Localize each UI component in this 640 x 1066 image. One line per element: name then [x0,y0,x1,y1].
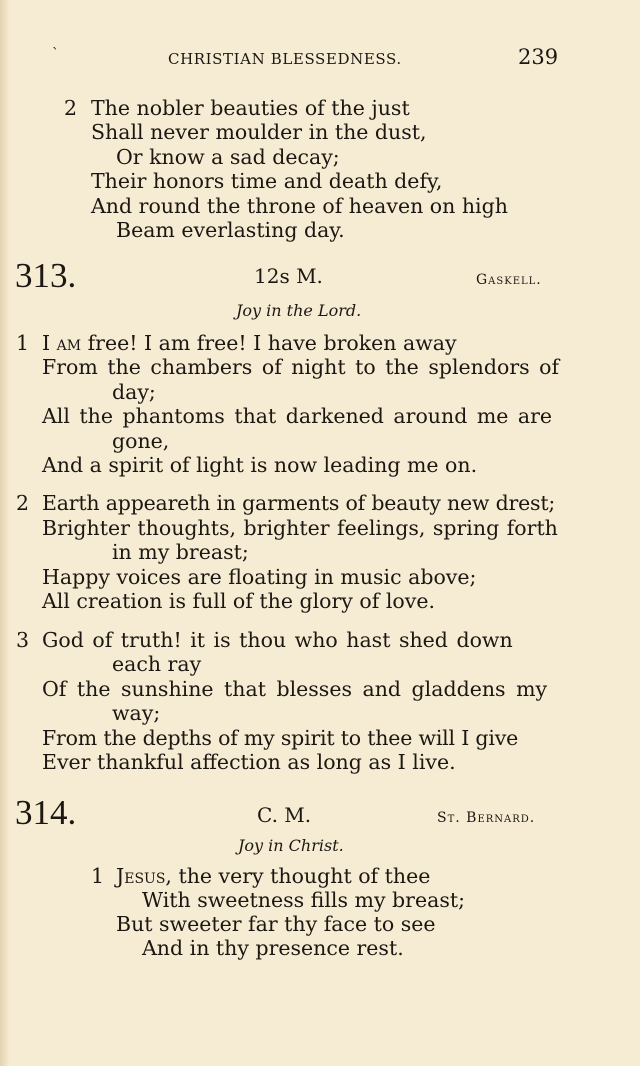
hymn-meter: C. M. [257,803,312,827]
verse-line: Ever thankful affection as long as I live. [42,750,456,774]
verse-number: 2 [16,491,30,515]
verse-line: The nobler beauties of the just [91,96,410,120]
verse-line [42,331,457,355]
running-title: CHRISTIAN BLESSEDNESS. [168,50,402,68]
verse-line: Of the sunshine that blesses and gladdens my [42,677,548,701]
hymn-meter: 12s M. [254,264,323,288]
verse-line: each ray [112,652,202,676]
verse-line [116,864,430,888]
verse-line: Or know a sad decay; [116,145,340,169]
verse-number: 2 [64,96,78,120]
verse-line: Happy voices are floating in music above; [42,565,477,589]
verse-line: day; [112,380,156,404]
verse-line: All the phantoms that darkened around me are [42,404,553,428]
verse-line [64,96,77,120]
verse-line: Their honors time and death defy, [91,169,443,193]
page-number: 239 [518,45,559,69]
first-line-rest: free! I am free! I have broken away [81,331,457,355]
hymn-number: 313. [15,256,77,295]
verse-line: Beam everlasting day. [116,218,345,242]
verse-line: But sweeter far thy face to see [116,912,436,936]
verse-line: From the depths of my spirit to thee will I give [42,726,519,750]
first-line-rest: the very thought of thee [171,864,431,888]
tune-name: Gaskell. [476,272,542,288]
verse-line: Brighter thoughts, brighter feelings, spring forth [42,516,558,540]
verse-line: Earth appeareth in garments of beauty new drest; [42,491,556,515]
verse-line: Shall never moulder in the dust, [91,120,427,144]
tune-name: St. Bernard. [437,810,536,826]
verse-line: And a spirit of light is now leading me on. [42,453,478,477]
verse-number: 1 [91,864,105,888]
verse-line: gone, [112,429,170,453]
page-edge [0,0,10,1066]
verse-line: And in thy presence rest. [142,936,404,960]
verse-line: in my breast; [112,540,249,564]
verse-line: All creation is full of the glory of love. [42,589,435,613]
first-word: I am [42,331,82,355]
verse-line: With sweetness fills my breast; [142,888,465,912]
hymn-number: 314. [15,793,77,832]
hymn-subtitle: Joy in Christ. [238,836,344,855]
hymn-subtitle: Joy in the Lord. [236,301,362,320]
verse-number: 1 [16,331,30,355]
running-header [0,46,640,76]
verse-line: God of truth! it is thou who hast shed down [42,628,513,652]
verse-number: 3 [16,628,30,652]
first-word: Jesus, [116,864,172,888]
verse-line: From the chambers of night to the splendors of [42,355,560,379]
header-mark: ` [52,46,59,62]
verse-line: way; [112,701,161,725]
verse-line: And round the throne of heaven on high [91,194,508,218]
